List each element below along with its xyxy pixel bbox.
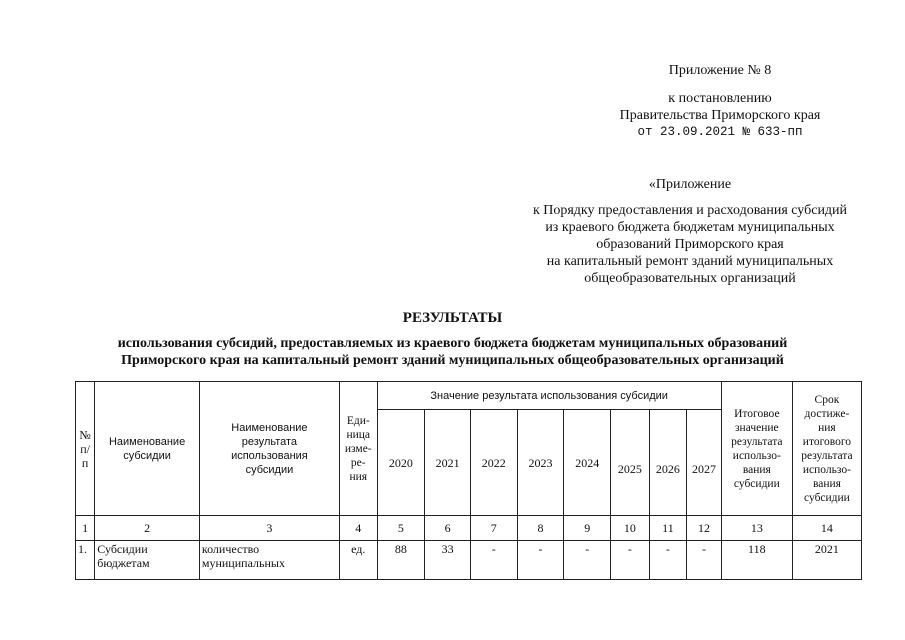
column-numbers-row xyxy=(76,516,862,541)
appendix-order-block xyxy=(480,176,900,287)
row-unit: ед. xyxy=(339,541,377,580)
column-number: 9 xyxy=(564,516,611,541)
header-year: 2026 xyxy=(649,410,687,516)
column-number: 6 xyxy=(425,516,471,541)
column-number: 13 xyxy=(721,516,792,541)
appendix-date-number: от 23.09.2021 № 633-пп xyxy=(637,125,803,139)
row-value: - xyxy=(611,541,650,580)
column-number: 14 xyxy=(792,516,861,541)
header-subsidy-name: Наименование субсидии xyxy=(95,382,200,516)
document-title: РЕЗУЛЬТАТЫ xyxy=(402,310,503,326)
column-number: 7 xyxy=(470,516,517,541)
appendix-order-line: из краевого бюджета бюджетам муниципальных xyxy=(545,220,835,235)
row-value: - xyxy=(649,541,687,580)
header-deadline: Срок достиже- ния итогового результата использо- вания субсидии xyxy=(792,382,861,516)
row-num: 1. xyxy=(76,541,95,580)
appendix-order-line: к Порядку предоставления и расходования субсидий xyxy=(532,203,848,218)
appendix-8-block xyxy=(590,62,850,141)
column-number: 11 xyxy=(649,516,687,541)
header-unit: Еди- ница изме- ре- ния xyxy=(339,382,377,516)
column-number: 12 xyxy=(687,516,722,541)
column-number: 1 xyxy=(76,516,95,541)
appendix-order-line: образований Приморского края xyxy=(596,237,784,252)
appendix-order-line: общеобразовательных организаций xyxy=(584,271,796,286)
column-number: 8 xyxy=(517,516,564,541)
header-year: 2022 xyxy=(470,410,517,516)
row-value: 88 xyxy=(377,541,425,580)
header-row xyxy=(76,382,862,410)
row-value: 33 xyxy=(425,541,471,580)
header-year: 2027 xyxy=(687,410,722,516)
header-year: 2021 xyxy=(425,410,471,516)
subtitle-line: Приморского края на капитальный ремонт зданий муниципальных общеобразовательных организаций xyxy=(121,353,784,368)
header-year: 2023 xyxy=(517,410,564,516)
appendix-order-title: «Приложение xyxy=(648,177,732,192)
appendix-number: Приложение № 8 xyxy=(668,63,772,78)
header-year: 2025 xyxy=(611,410,650,516)
column-number: 2 xyxy=(95,516,200,541)
header-value-group: Значение результата использования субсидии xyxy=(377,382,721,410)
table-row xyxy=(76,541,862,580)
results-table xyxy=(75,381,862,580)
appendix-government: Правительства Приморского края xyxy=(619,108,821,123)
row-subsidy: Субсидии бюджетам xyxy=(95,541,200,580)
row-value: - xyxy=(687,541,722,580)
row-result: количество муниципальных xyxy=(199,541,339,580)
header-total: Итоговое значение результата использо- вания субсидии xyxy=(721,382,792,516)
appendix-to-resolution: к постановлению xyxy=(668,91,772,106)
row-deadline: 2021 xyxy=(792,541,861,580)
row-value: - xyxy=(470,541,517,580)
header-year: 2024 xyxy=(564,410,611,516)
subtitle-line: использования субсидий, предоставляемых из краевого бюджета бюджетам муниципальных образований xyxy=(117,336,788,351)
row-value: - xyxy=(517,541,564,580)
column-number: 4 xyxy=(339,516,377,541)
header-result-name: Наименование результата использования субсидии xyxy=(199,382,339,516)
column-number: 10 xyxy=(611,516,650,541)
column-number: 3 xyxy=(199,516,339,541)
document-subtitle xyxy=(0,335,905,369)
column-number: 5 xyxy=(377,516,425,541)
header-year: 2020 xyxy=(377,410,425,516)
row-total: 118 xyxy=(721,541,792,580)
appendix-order-line: на капитальный ремонт зданий муниципальных xyxy=(546,254,834,269)
row-value: - xyxy=(564,541,611,580)
header-num: № п/ п xyxy=(76,382,95,516)
